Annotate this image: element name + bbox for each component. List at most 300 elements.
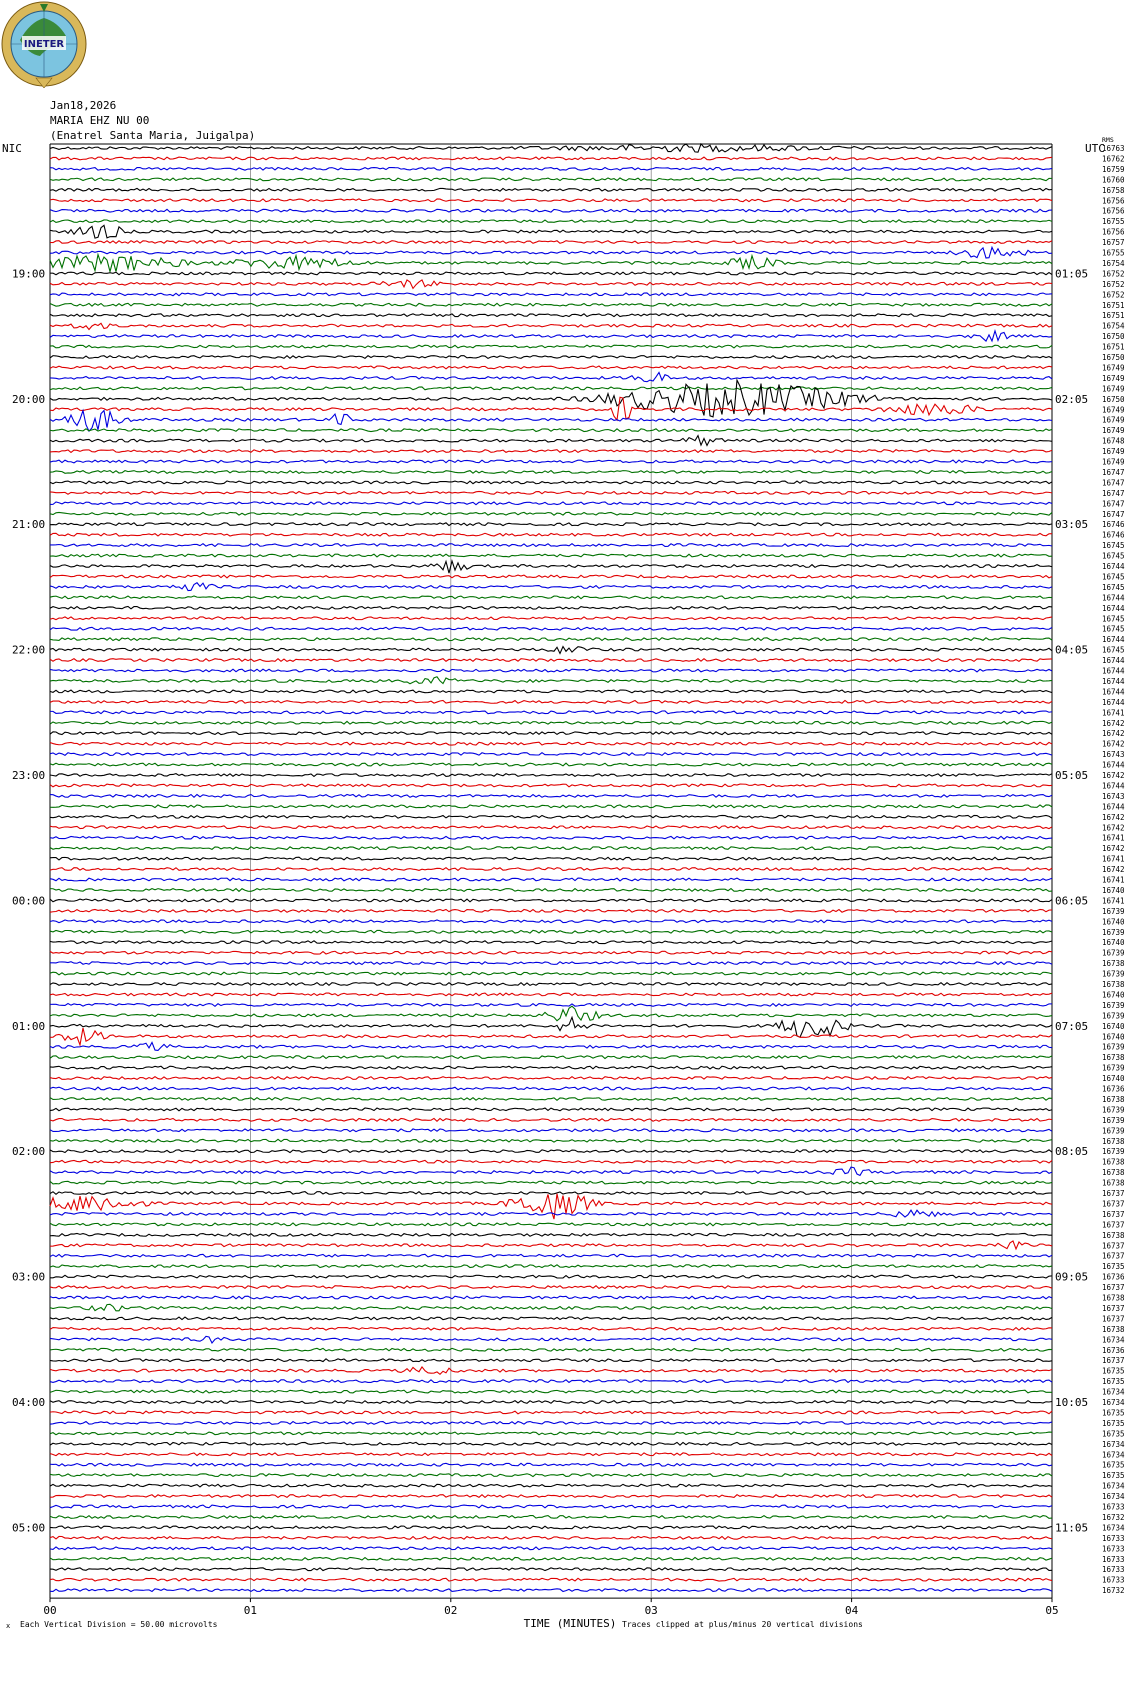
rms-value: 16744 (1102, 802, 1125, 812)
seismic-trace (50, 1275, 1052, 1278)
seismic-trace (50, 331, 1052, 341)
rms-value: 16742 (1102, 812, 1125, 822)
seismic-trace (50, 868, 1052, 871)
left-hour-label: 00:00 (12, 894, 46, 908)
rms-value: 16747 (1102, 499, 1125, 509)
rms-value: 16734 (1102, 1523, 1125, 1533)
seismic-trace (50, 356, 1052, 359)
rms-value: 16745 (1102, 645, 1125, 655)
rms-value: 16756 (1102, 206, 1125, 216)
seismic-trace (50, 784, 1052, 787)
rms-value: 16757 (1102, 238, 1125, 248)
seismic-trace (50, 366, 1052, 369)
seismic-trace (50, 1118, 1052, 1121)
seismic-trace (50, 481, 1052, 484)
seismic-trace (50, 1390, 1052, 1393)
seismic-trace (50, 1017, 1052, 1037)
rms-value: 16747 (1102, 478, 1125, 488)
rms-value: 16743 (1102, 750, 1125, 760)
seismic-trace (50, 293, 1052, 296)
seismic-trace (50, 460, 1052, 463)
footer-scale-note: Each Vertical Division = 50.00 microvolts (20, 1620, 218, 1630)
rms-value: 16735 (1102, 1471, 1125, 1481)
seismic-trace (50, 436, 1052, 446)
seismic-trace (50, 323, 1052, 329)
rms-value: 16744 (1102, 781, 1125, 791)
seismic-trace (50, 1516, 1052, 1519)
rms-value: 16737 (1102, 1199, 1125, 1209)
left-hour-label: 20:00 (12, 392, 46, 406)
rms-value: 16739 (1102, 1147, 1125, 1157)
rms-value: 16738 (1102, 1230, 1125, 1240)
seismic-trace (50, 1442, 1052, 1445)
left-hour-label: 01:00 (12, 1019, 46, 1033)
rms-value: 16747 (1102, 509, 1125, 519)
seismic-trace (50, 209, 1052, 212)
rms-value: 16734 (1102, 1398, 1125, 1407)
rms-value: 16739 (1102, 927, 1125, 937)
rms-value: 16736 (1102, 1345, 1125, 1355)
seismic-trace (50, 168, 1052, 171)
rms-value: 16738 (1102, 1136, 1125, 1146)
rms-value: 16750 (1102, 332, 1125, 342)
left-hour-label: 02:00 (12, 1145, 46, 1159)
seismic-trace (50, 1557, 1052, 1560)
seismic-trace (50, 930, 1052, 933)
rms-value: 16752 (1102, 269, 1125, 279)
seismic-trace (50, 544, 1052, 547)
right-hour-label: 05:05 (1055, 769, 1089, 782)
seismic-trace (50, 1304, 1052, 1310)
rms-value: 16735 (1102, 1262, 1125, 1272)
left-hour-label: 04:00 (12, 1396, 46, 1409)
seismic-trace (50, 889, 1052, 892)
seismic-trace (50, 387, 1052, 390)
seismic-trace (50, 1547, 1052, 1550)
left-hour-label: 23:00 (12, 769, 46, 782)
x-tick-label: 03 (644, 1604, 658, 1618)
rms-value: 16742 (1102, 844, 1125, 854)
seismic-trace (50, 1484, 1052, 1487)
seismic-trace (50, 1233, 1052, 1236)
seismic-trace (50, 742, 1052, 745)
seismic-trace (50, 1181, 1052, 1184)
seismic-trace (50, 983, 1052, 986)
seismic-trace (50, 225, 1052, 238)
seismic-trace (50, 157, 1052, 160)
rms-value: 16742 (1102, 865, 1125, 875)
rms-value: 16739 (1102, 1042, 1125, 1052)
seismic-trace (50, 774, 1052, 777)
seismic-trace (50, 1401, 1052, 1404)
seismic-trace (50, 575, 1052, 578)
rms-value: 16735 (1102, 1366, 1125, 1376)
rms-value: 16744 (1102, 656, 1125, 666)
x-tick-label: 02 (444, 1604, 458, 1618)
seismic-trace (50, 1150, 1052, 1153)
rms-value: 16738 (1102, 980, 1125, 989)
seismic-trace (50, 1194, 1052, 1219)
rms-value: 16739 (1102, 1126, 1125, 1136)
seismic-trace (50, 583, 1052, 591)
rms-value: 16740 (1102, 990, 1125, 1000)
rms-value: 16744 (1102, 603, 1125, 613)
rms-value: 16744 (1102, 593, 1125, 603)
seismic-trace (50, 1006, 1052, 1021)
seismic-trace (50, 523, 1052, 526)
rms-value: 16738 (1102, 1168, 1125, 1178)
seismic-trace (50, 255, 1052, 272)
seismic-trace (50, 1336, 1052, 1343)
rms-value: 16739 (1102, 906, 1125, 916)
seismic-trace (50, 502, 1052, 505)
rms-value: 16743 (1102, 791, 1125, 801)
rms-value: 16749 (1102, 457, 1125, 467)
seismic-trace (50, 144, 1052, 152)
seismic-trace (50, 857, 1052, 860)
rms-value: 16755 (1102, 248, 1125, 258)
right-hour-label: 06:05 (1055, 894, 1089, 908)
rms-value: 16742 (1102, 718, 1125, 728)
seismic-trace (50, 1098, 1052, 1101)
rms-value: 16759 (1102, 164, 1125, 174)
seismic-trace (50, 345, 1052, 348)
x-tick-label: 05 (1045, 1604, 1059, 1618)
seismic-trace (50, 826, 1052, 829)
seismic-trace (50, 178, 1052, 181)
left-hour-label: 22:00 (12, 643, 46, 657)
seismic-trace (50, 1241, 1052, 1249)
seismic-trace (50, 1004, 1052, 1007)
seismic-trace (50, 188, 1052, 191)
rms-value: 16756 (1102, 196, 1125, 206)
seismic-trace (50, 1296, 1052, 1299)
right-hour-label: 01:05 (1055, 267, 1089, 281)
rms-value: 16738 (1102, 1178, 1125, 1188)
rms-value: 16754 (1102, 321, 1125, 331)
rms-value: 16758 (1102, 185, 1125, 195)
rms-value: 16749 (1102, 405, 1125, 415)
rms-value: 16744 (1102, 760, 1125, 770)
seismic-trace (50, 1380, 1052, 1383)
rms-value: 16755 (1102, 217, 1125, 227)
rms-value: 16745 (1102, 614, 1125, 624)
rms-value: 16741 (1102, 708, 1125, 718)
rms-value: 16737 (1102, 1303, 1125, 1313)
rms-value: 16745 (1102, 624, 1125, 634)
seismic-trace (50, 711, 1052, 714)
rms-value: 16742 (1102, 771, 1125, 780)
seismic-trace (50, 606, 1052, 609)
seismic-trace (50, 471, 1052, 474)
seismic-trace (50, 1526, 1052, 1529)
seismic-trace (50, 450, 1052, 453)
seismic-trace (50, 920, 1052, 923)
seismic-trace (50, 303, 1052, 306)
seismic-trace (50, 1192, 1052, 1195)
rms-value: 16752 (1102, 279, 1125, 289)
rms-value: 16737 (1102, 1251, 1125, 1261)
seismic-trace (50, 647, 1052, 654)
right-hour-label: 04:05 (1055, 643, 1089, 657)
seismic-trace (50, 561, 1052, 573)
rms-value: 16739 (1102, 969, 1125, 979)
header-channel: MARIA EHZ NU 00 (50, 114, 150, 127)
rms-value: 16738 (1102, 1053, 1125, 1063)
rms-value: 16738 (1102, 1293, 1125, 1303)
seismic-trace (50, 199, 1052, 202)
rms-value: 16739 (1102, 1000, 1125, 1010)
seismic-trace (50, 1108, 1052, 1111)
rms-value: 16735 (1102, 1460, 1125, 1470)
rms-value: 16744 (1102, 635, 1125, 645)
seismic-trace (50, 847, 1052, 850)
seismic-trace (50, 1327, 1052, 1330)
seismic-trace (50, 1578, 1052, 1581)
rms-value: 16751 (1102, 311, 1125, 321)
rms-value: 16752 (1102, 290, 1125, 300)
rms-value: 16749 (1102, 384, 1125, 394)
seismic-trace (50, 372, 1052, 381)
seismic-trace (50, 380, 1052, 417)
seismic-trace (50, 836, 1052, 839)
right-timezone-label: UTC (1085, 142, 1105, 155)
rms-value: 16744 (1102, 666, 1125, 676)
rms-value: 16737 (1102, 1283, 1125, 1293)
seismic-trace (50, 1474, 1052, 1477)
rms-value: 16749 (1102, 363, 1125, 373)
rms-value: 16740 (1102, 938, 1125, 948)
seismic-trace (50, 941, 1052, 944)
rms-value: 16742 (1102, 729, 1125, 739)
rms-value: 16738 (1102, 959, 1125, 969)
rms-value: 16763 (1102, 144, 1125, 153)
rms-value: 16742 (1102, 823, 1125, 833)
seismic-trace (50, 669, 1052, 672)
left-timezone-label: NIC (2, 142, 22, 155)
seismic-trace (50, 1056, 1052, 1059)
rms-value: 16748 (1102, 436, 1125, 446)
footer-mark: x (6, 1622, 11, 1631)
rms-value: 16738 (1102, 1094, 1125, 1104)
left-hour-label: 21:00 (12, 518, 46, 532)
rms-value: 16734 (1102, 1450, 1125, 1460)
rms-value: 16734 (1102, 1387, 1125, 1397)
rms-value: 16733 (1102, 1502, 1125, 1512)
seismic-trace (50, 247, 1052, 258)
seismic-trace (50, 533, 1052, 536)
seismic-trace (50, 1411, 1052, 1414)
seismic-trace (50, 512, 1052, 515)
rms-value: 16750 (1102, 353, 1125, 362)
rms-value: 16744 (1102, 687, 1125, 697)
rms-value: 16733 (1102, 1575, 1125, 1585)
seismic-trace (50, 1453, 1052, 1456)
rms-value: 16744 (1102, 697, 1125, 707)
rms-value: 16749 (1102, 447, 1125, 457)
seismic-trace (50, 272, 1052, 275)
seismic-trace (50, 753, 1052, 756)
seismic-trace (50, 1167, 1052, 1175)
rms-value: 16735 (1102, 1377, 1125, 1387)
seismic-trace (50, 596, 1052, 599)
rms-value: 16736 (1102, 1084, 1125, 1094)
rms-value: 16738 (1102, 1324, 1125, 1334)
rms-value: 16740 (1102, 917, 1125, 927)
seismic-trace (50, 1223, 1052, 1226)
seismic-trace (50, 1432, 1052, 1435)
x-axis-title: TIME (MINUTES) (523, 1617, 617, 1631)
seismic-trace (50, 993, 1052, 996)
rms-value: 16739 (1102, 1063, 1125, 1073)
rms-value: 16746 (1102, 530, 1125, 540)
seismic-trace (50, 1317, 1052, 1320)
rms-value: 16746 (1102, 520, 1125, 530)
rms-value: 16741 (1102, 875, 1125, 885)
rms-value: 16741 (1102, 833, 1125, 843)
seismic-trace (50, 1463, 1052, 1466)
seismic-trace (50, 1348, 1052, 1351)
seismic-trace (50, 972, 1052, 975)
rms-value: 16736 (1102, 1272, 1125, 1282)
x-tick-label: 01 (243, 1604, 258, 1618)
rms-value: 16751 (1102, 300, 1125, 310)
rms-value: 16737 (1102, 1314, 1125, 1324)
rms-value: 16734 (1102, 1492, 1125, 1502)
seismic-trace (50, 411, 1052, 432)
rms-value: 16762 (1102, 154, 1125, 164)
rms-value: 16733 (1102, 1544, 1125, 1554)
rms-value: 16737 (1102, 1189, 1125, 1198)
seismic-trace (50, 1160, 1052, 1163)
seismic-trace (50, 677, 1052, 684)
seismic-trace (50, 732, 1052, 735)
rms-value: 16751 (1102, 342, 1125, 352)
seismic-trace (50, 638, 1052, 641)
rms-value: 16749 (1102, 415, 1125, 425)
rms-value: 16754 (1102, 258, 1125, 268)
seismic-trace (50, 951, 1052, 954)
rms-value: 16738 (1102, 1157, 1125, 1167)
rms-value: 16734 (1102, 1481, 1125, 1491)
rms-value: 16741 (1102, 896, 1125, 906)
rms-value: 16740 (1102, 1074, 1125, 1084)
seismic-trace (50, 1028, 1052, 1045)
rms-value: 16737 (1102, 1356, 1125, 1366)
rms-header: RMS (1102, 136, 1114, 144)
left-hour-label: 03:00 (12, 1270, 46, 1284)
left-hour-label: 19:00 (12, 267, 46, 281)
rms-value: 16735 (1102, 1418, 1125, 1428)
logo-text: INETER (23, 39, 65, 50)
rms-value: 16740 (1102, 885, 1125, 895)
x-tick-label: 04 (844, 1604, 859, 1618)
rms-value: 16732 (1102, 1512, 1125, 1522)
rms-value: 16750 (1102, 394, 1125, 404)
rms-value: 16760 (1102, 175, 1125, 185)
rms-value: 16745 (1102, 551, 1125, 561)
seismic-trace (50, 659, 1052, 662)
rms-value: 16744 (1102, 562, 1125, 571)
seismic-trace (50, 805, 1052, 808)
seismic-trace (50, 899, 1052, 902)
rms-value: 16745 (1102, 572, 1125, 582)
seismic-trace (50, 1422, 1052, 1425)
seismic-trace (50, 554, 1052, 557)
rms-value: 16733 (1102, 1554, 1125, 1564)
right-hour-label: 10:05 (1055, 1396, 1089, 1409)
rms-value: 16741 (1102, 854, 1125, 864)
seismic-trace (50, 1589, 1052, 1592)
seismic-trace (50, 962, 1052, 965)
rms-value: 16735 (1102, 1429, 1125, 1439)
right-hour-label: 08:05 (1055, 1145, 1089, 1159)
rms-value: 16733 (1102, 1565, 1125, 1575)
x-tick-label: 00 (43, 1604, 57, 1618)
seismic-trace (50, 878, 1052, 881)
seismic-trace (50, 1066, 1052, 1069)
rms-value: 16737 (1102, 1241, 1125, 1251)
seismic-trace (50, 1359, 1052, 1362)
seismic-trace (50, 1254, 1052, 1257)
header-station: (Enatrel Santa Maria, Juigalpa) (50, 129, 256, 142)
left-hour-label: 05:00 (12, 1521, 46, 1535)
rms-value: 16747 (1102, 467, 1125, 477)
seismic-trace (50, 1129, 1052, 1132)
seismic-trace (50, 700, 1052, 703)
seismic-trace (50, 690, 1052, 693)
seismic-trace (50, 220, 1052, 223)
seismic-trace (50, 1042, 1052, 1050)
seismic-trace (50, 721, 1052, 724)
seismic-trace (50, 397, 1052, 420)
rms-value: 16749 (1102, 426, 1125, 436)
seismic-trace (50, 1265, 1052, 1268)
rms-value: 16737 (1102, 1220, 1125, 1230)
rms-value: 16747 (1102, 488, 1125, 498)
seismic-trace (50, 795, 1052, 798)
rms-value: 16745 (1102, 541, 1125, 551)
seismic-trace (50, 1568, 1052, 1571)
seismic-trace (50, 429, 1052, 432)
seismic-trace (50, 763, 1052, 766)
seismic-trace (50, 1536, 1052, 1539)
seismic-trace (50, 1077, 1052, 1080)
rms-value: 16739 (1102, 1105, 1125, 1115)
seismic-trace (50, 314, 1052, 317)
rms-value: 16735 (1102, 1408, 1125, 1418)
right-hour-label: 09:05 (1055, 1270, 1089, 1284)
rms-value: 16739 (1102, 1115, 1125, 1125)
rms-value: 16739 (1102, 1011, 1125, 1021)
rms-value: 16739 (1102, 948, 1125, 958)
rms-value: 16733 (1102, 1533, 1125, 1543)
seismic-trace (50, 1286, 1052, 1289)
seismic-trace (50, 1367, 1052, 1374)
header-date: Jan18,2026 (50, 99, 117, 112)
seismic-trace (50, 491, 1052, 494)
rms-value: 16749 (1102, 373, 1125, 383)
seismic-trace (50, 627, 1052, 630)
footer-clip-note: Traces clipped at plus/minus 20 vertical divisions (622, 1620, 863, 1630)
rms-value: 16734 (1102, 1335, 1125, 1345)
right-hour-label: 03:05 (1055, 518, 1089, 532)
seismic-trace (50, 909, 1052, 912)
rms-value: 16737 (1102, 1209, 1125, 1219)
rms-value: 16732 (1102, 1586, 1125, 1596)
rms-value: 16740 (1102, 1032, 1125, 1042)
seismic-trace (50, 280, 1052, 289)
